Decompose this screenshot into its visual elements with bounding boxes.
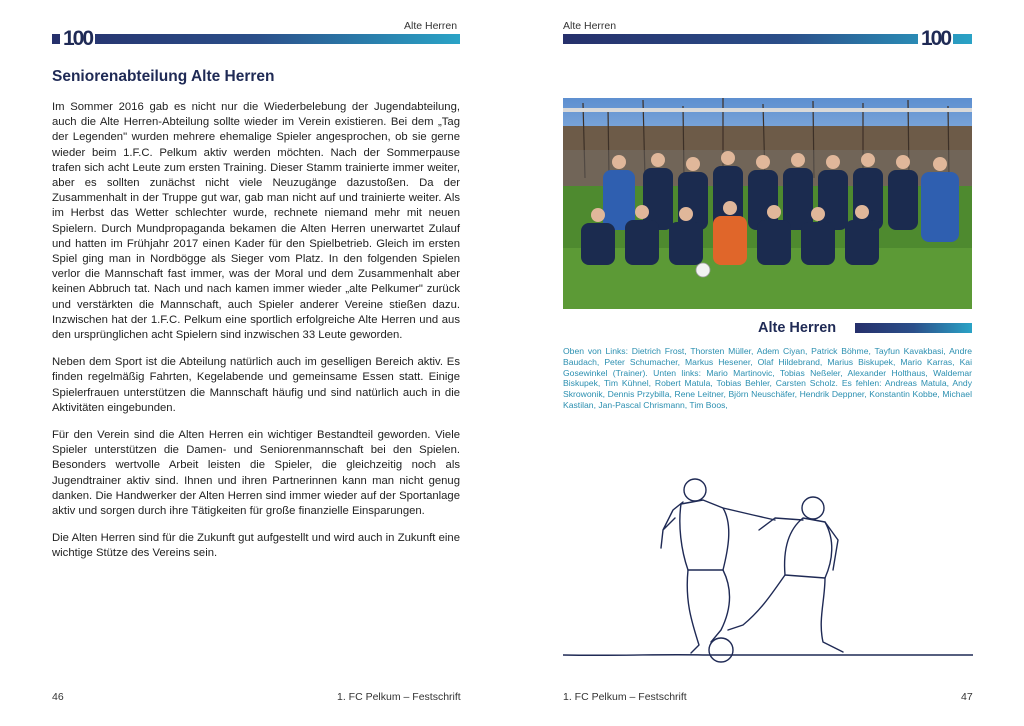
player-shirt <box>785 518 832 578</box>
section-tag: Alte Herren <box>563 20 617 32</box>
player-head <box>802 497 824 519</box>
anniversary-logo: 100 <box>60 28 95 50</box>
paragraph: Die Alten Herren sind für die Zukunft gut aufgestellt und wird auch in Zukunft eine wichtige Stütze des Vereins sein. <box>52 532 460 560</box>
team-photo <box>563 98 972 309</box>
footer-title: 1. FC Pelkum – Festschrift <box>563 691 687 703</box>
page-heading: Seniorenabteilung Alte Herren <box>52 68 275 85</box>
header-bar <box>563 34 972 44</box>
paragraph: Im Sommer 2016 gab es nicht nur die Wiederbelebung der Jugendabteilung, auch die Alte Herren-Abteilung sollte wieder im Verein existieren. Bei dem „Tag der Legenden" wurden mehrere ehemalige Spieler angesprochen, ob sie gerne wieder beim 1.F.C. Pelkum aktiv werden möchten. Nach der Sommerpause trafen sich acht Leute zum ersten Training. Dieser Stamm trainierte immer weiter, aber es sollten zunächst nicht viele Neuzugänge dazustoßen. Da der Zusammenhalt in der Truppe gut war, gab man nicht auf und trainierte weiter. Als im Herbst das Wetter schlechter wurde, rechnete niemand mehr mit neuen Spielern. Durch Mundpropaganda bekamen die Alten Herren unerwartet Zulauf und hatten im Frühjahr 2017 einen Kader für den Spielbetrieb. Gleich im ersten Spiel ging man in Nordbögge als Sieger vom Platz. In den folgenden Spielen verlor die Mannschaft fast immer, was der Moral und dem Zusammenhalt aber keinen Abbruch tat. Nach und nach kamen immer wieder „alte Pelkumer" zurück und verstärkten die Mannschaft, auch Spieler anderer Vereine stießen dazu. Inzwischen hat der 1.F.C. Pelkum eine sportlich erfolgreiche Alte Herren und aus den ursprünglichen acht Spielern sind inzwischen 33 Leute geworden. <box>52 101 460 342</box>
header-bar <box>52 34 460 44</box>
team-photo-illustration <box>563 98 972 309</box>
football <box>709 638 733 662</box>
article-body <box>52 100 460 574</box>
caption-bar <box>855 323 972 333</box>
ground-line <box>563 655 973 656</box>
photo-caption-title: Alte Herren <box>758 320 837 336</box>
player-head <box>684 479 706 501</box>
page-number: 46 <box>52 691 64 703</box>
paragraph: Für den Verein sind die Alten Herren ein wichtiger Bestandteil geworden. Viele Spieler unterstützen die Damen- und Seniorenmannschaft bei den Spielen. Besonders wertvolle Arbeit leisten die Spieler, die gleichzeitig noch als Jugendtrainer aktiv sind. Ihnen und ihren Partnerinnen kann man nicht genug danken. Die Handwerker der Alten Herren sind immer wieder auf der Sportanlage aktiv und sorgen durch ihre Tätigkeiten für große finanzielle Einsparungen. <box>52 429 460 518</box>
paragraph: Neben dem Sport ist die Abteilung natürlich auch im geselligen Bereich aktiv. Es finden regelmäßig Fahrten, Kegelabende und gemeinsame Essen statt. Einige Spielerfrauen unterstützen die Mannschaft häufig und sind natürlich auch in die Aktivitäten eingebunden. <box>52 356 460 414</box>
photo-caption: Oben von Links: Dietrich Frost, Thorsten Müller, Adem Ciyan, Patrick Böhme, Tayfun Kavakbasi, Andre Baudach, Peter Schumacher, Markus Hesener, Olaf Hildebrand, Marius Biskupek, Mario Karras, Kai Gosewinkel (Trainer). Unten links: Mario Martinovic, Tobias Neßeler, Alexander Holthaus, Waldemar Biskupek, Tim Kühnel, Robert Matula, Tobias Behler, Carsten Scholz. Es fehlen: Andreas Matula, Andy Skrowonik, Dennis Przybilla, Rene Leitner, Björn Neuschäfer, Hendrik Deppner, Konstantin Kobbe, Michael Kastilan, Jan-Pascal Chrismann, Tim Boos, <box>563 346 972 410</box>
player-shirt <box>680 500 729 570</box>
footer-title: 1. FC Pelkum – Festschrift <box>337 691 461 703</box>
section-tag: Alte Herren <box>404 20 458 32</box>
football-players-line-drawing <box>563 470 973 670</box>
page-number: 47 <box>961 691 973 703</box>
anniversary-logo: 100 <box>918 28 953 50</box>
